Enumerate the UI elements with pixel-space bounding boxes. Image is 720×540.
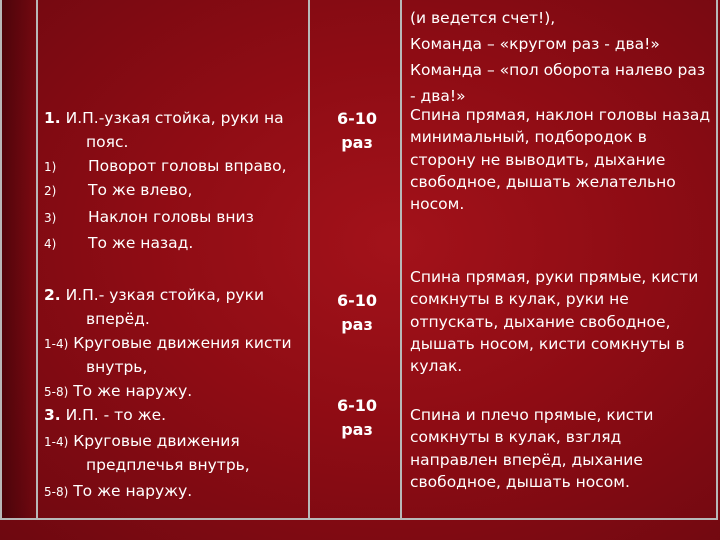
- reps-cell-1: [322, 107, 392, 155]
- note-line: Команда – «кругом раз - два!»: [410, 35, 660, 53]
- reps-unit: раз: [341, 133, 373, 152]
- note-line: Команда – «пол оборота налево раз: [410, 61, 706, 79]
- step-number: 5-8): [44, 385, 69, 399]
- exercise-1-step: [44, 232, 193, 257]
- step-number: 1): [44, 160, 57, 174]
- note-line: (и ведется счет!),: [410, 9, 556, 27]
- table-border-bottom: [0, 518, 718, 520]
- notes-exercise-1: [410, 104, 710, 215]
- exercise-1-title: И.П.-узкая стойка, руки на: [60, 109, 284, 127]
- note-line: Спина прямая, руки прямые, кисти: [410, 268, 699, 286]
- note-line: минимальный, подбородок в: [410, 128, 647, 147]
- step-text: То же влево,: [88, 181, 193, 199]
- note-line: Спина и плечо прямые, кисти: [410, 406, 654, 424]
- step-text: То же наружу.: [68, 482, 193, 500]
- exercise-1-number: 1.: [44, 109, 61, 127]
- reps-unit: раз: [341, 315, 373, 334]
- step-text: То же назад.: [88, 234, 194, 252]
- note-line: Спина прямая, наклон головы назад: [410, 106, 711, 124]
- note-line: - два!»: [410, 87, 466, 105]
- step-text-cont: внутрь,: [86, 358, 148, 376]
- table-divider-1: [36, 0, 38, 520]
- step-number: 5-8): [44, 485, 69, 499]
- reps-count: 6-10: [336, 109, 378, 128]
- step-number: 4): [44, 237, 57, 251]
- note-line: сторону не выводить, дыхание: [410, 150, 666, 169]
- reps-cell-2: [322, 289, 392, 337]
- exercise-2-title-cont: вперёд.: [86, 310, 150, 328]
- step-text: Круговые движения кисти: [68, 334, 292, 352]
- table-border-right: [716, 0, 718, 520]
- table-divider-2: [308, 0, 310, 520]
- step-number: 1-4): [44, 337, 69, 351]
- step-number: 2): [44, 184, 57, 198]
- exercise-1-step: [44, 206, 254, 231]
- step-number: 1-4): [44, 435, 69, 449]
- note-line: сомкнуты в кулак, руки не: [410, 290, 629, 309]
- step-text: То же наружу.: [68, 382, 193, 400]
- notes-top: [410, 5, 705, 109]
- exercise-1-title-cont: пояс.: [86, 133, 129, 151]
- step-text-cont: предплечья внутрь,: [86, 456, 250, 474]
- exercise-3-title: И.П. - то же.: [60, 406, 167, 424]
- reps-count: 6-10: [336, 291, 378, 310]
- note-line: направлен вперёд, дыхание: [410, 450, 643, 469]
- reps-unit: раз: [341, 420, 373, 439]
- note-line: носом.: [410, 195, 465, 214]
- note-line: кулак.: [410, 357, 463, 376]
- table-divider-3: [400, 0, 402, 520]
- note-line: свободное, дышать желательно: [410, 172, 676, 191]
- note-line: сомкнуты в кулак, взгляд: [410, 428, 622, 447]
- exercise-2-title: И.П.- узкая стойка, руки: [60, 286, 265, 304]
- step-text: Круговые движения: [68, 432, 240, 450]
- step-text: Наклон головы вниз: [88, 208, 254, 226]
- left-shadow-band: [0, 0, 36, 520]
- exercise-1-step: [44, 179, 192, 204]
- reps-cell-3: [322, 394, 392, 442]
- note-line: дышать носом, кисти сомкнуты в: [410, 334, 685, 353]
- reps-count: 6-10: [336, 396, 378, 415]
- notes-exercise-2: [410, 266, 698, 377]
- step-number: 3): [44, 211, 57, 225]
- exercise-1-step: [44, 155, 287, 180]
- step-text: Поворот головы вправо,: [88, 157, 287, 175]
- table-border-left: [0, 0, 2, 520]
- exercise-3-number: 3.: [44, 406, 61, 424]
- note-line: отпускать, дыхание свободное,: [410, 312, 671, 331]
- note-line: свободное, дышать носом.: [410, 472, 630, 491]
- notes-exercise-3: [410, 404, 653, 493]
- exercise-2-number: 2.: [44, 286, 61, 304]
